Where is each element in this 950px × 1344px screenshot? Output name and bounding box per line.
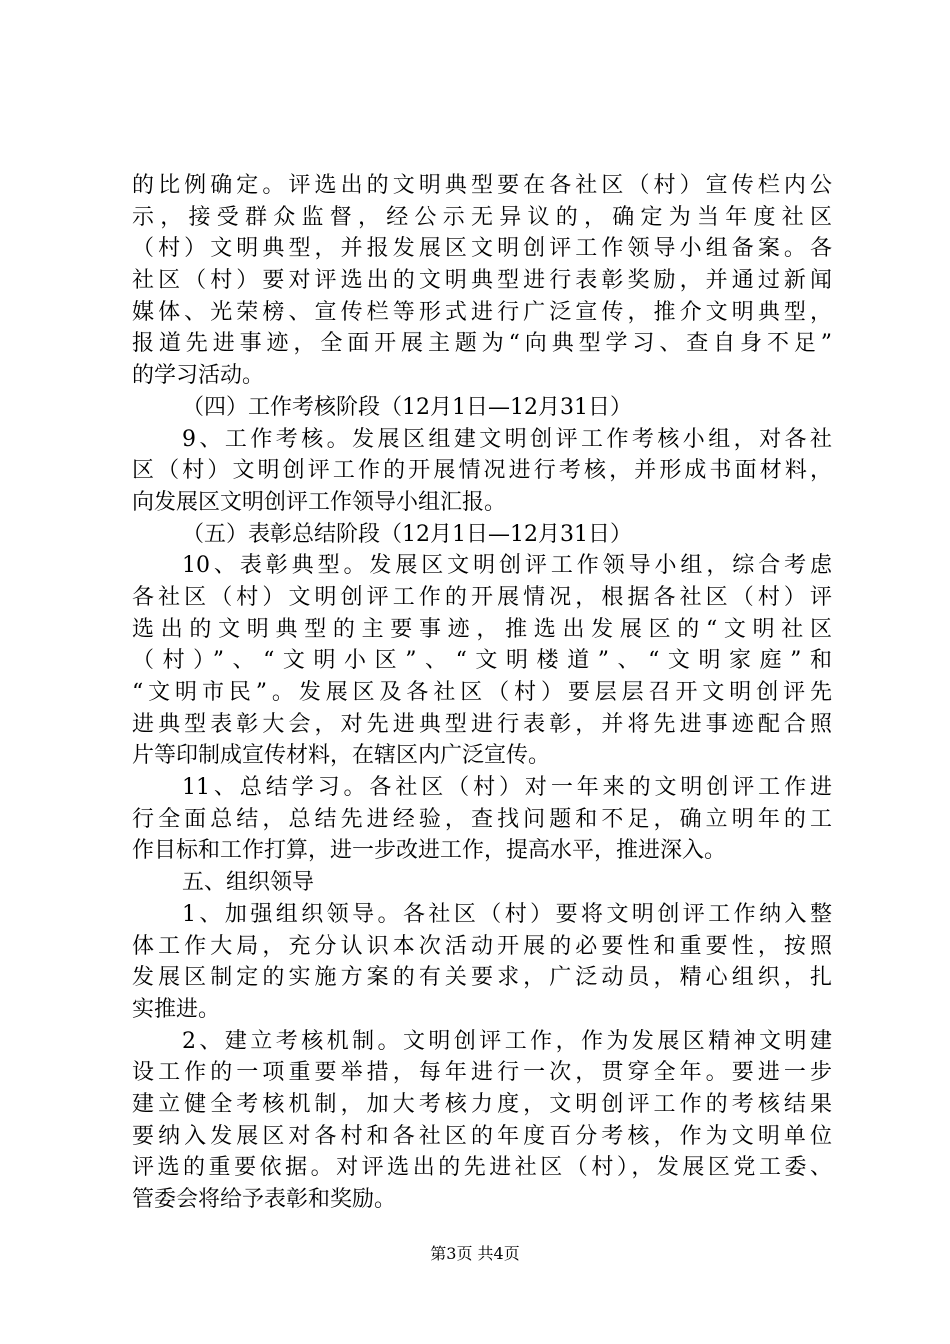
document-line: 发展区制定的实施方案的有关要求，广泛动员，精心组织，扎 [132,965,832,991]
document-body [132,170,832,1216]
document-line: 要纳入发展区对各村和各社区的年度百分考核，作为文明单位 [132,1123,832,1149]
document-line: 作目标和工作打算，进一步改进工作，提高水平，推进深入。 [132,838,727,864]
document-line: 行全面总结，总结先进经验，查找问题和不足，确立明年的工 [132,806,832,832]
document-line: 2、建立考核机制。文明创评工作，作为发展区精神文明建 [182,1028,832,1054]
document-line: 区（村）文明创评工作的开展情况进行考核，并形成书面材料， [132,458,832,484]
document-line: 的比例确定。评选出的文明典型要在各社区（村）宣传栏内公 [132,173,832,198]
document-line: 设工作的一项重要举措，每年进行一次，贯穿全年。要进一步 [132,1060,832,1086]
document-line: 10、表彰典型。发展区文明创评工作领导小组，综合考虑 [182,553,832,579]
document-line: 各社区（村）文明创评工作的开展情况，根据各社区（村）评 [132,584,832,610]
document-line: 向发展区文明创评工作领导小组汇报。 [132,489,507,515]
document-line: 9、工作考核。发展区组建文明创评工作考核小组，对各社 [182,426,832,452]
document-line: 片等印制成宣传材料，在辖区内广泛宣传。 [132,743,551,769]
document-line: 示，接受群众监督，经公示无异议的，确定为当年度社区 [132,204,832,230]
document-line: 1、加强组织领导。各社区（村）要将文明创评工作纳入整 [182,901,832,927]
document-line: （村）文明典型，并报发展区文明创评工作领导小组备案。各 [132,236,832,262]
document-line: 媒体、光荣榜、宣传栏等形式进行广泛宣传，推介文明典型， [132,299,832,325]
document-line: 评选的重要依据。对评选出的先进社区（村），发展区党工委、 [132,1155,832,1181]
document-line: 选出的文明典型的主要事迹，推选出发展区的“文明社区 [132,616,832,642]
document-line: 实推进。 [132,996,221,1022]
document-line: 11、总结学习。各社区（村）对一年来的文明创评工作进 [182,775,832,801]
document-line: 报道先进事迹，全面开展主题为“向典型学习、查自身不足” [132,331,832,357]
document-line: （五）表彰总结阶段（12月1日—12月31日） [182,521,632,547]
page-footer: 第3页 共4页 [430,1244,520,1263]
document-line: 社区（村）要对评选出的文明典型进行表彰奖励，并通过新闻 [132,268,832,294]
document-line: 五、组织领导 [182,870,315,896]
document-line: 的学习活动。 [132,363,265,389]
document-line: 进典型表彰大会，对先进典型进行表彰，并将先进事迹配合照 [132,711,832,737]
document-line: 管委会将给予表彰和奖励。 [132,1187,397,1212]
document-line: 建立健全考核机制，加大考核力度，文明创评工作的考核结果 [132,1091,832,1117]
document-line: （村）”、“文明小区”、“文明楼道”、“文明家庭”和 [132,648,832,674]
document-line: “文明市民”。发展区及各社区（村）要层层召开文明创评先 [132,680,832,705]
document-line: 体工作大局，充分认识本次活动开展的必要性和重要性，按照 [132,933,832,959]
document-line: （四）工作考核阶段（12月1日—12月31日） [182,394,632,420]
